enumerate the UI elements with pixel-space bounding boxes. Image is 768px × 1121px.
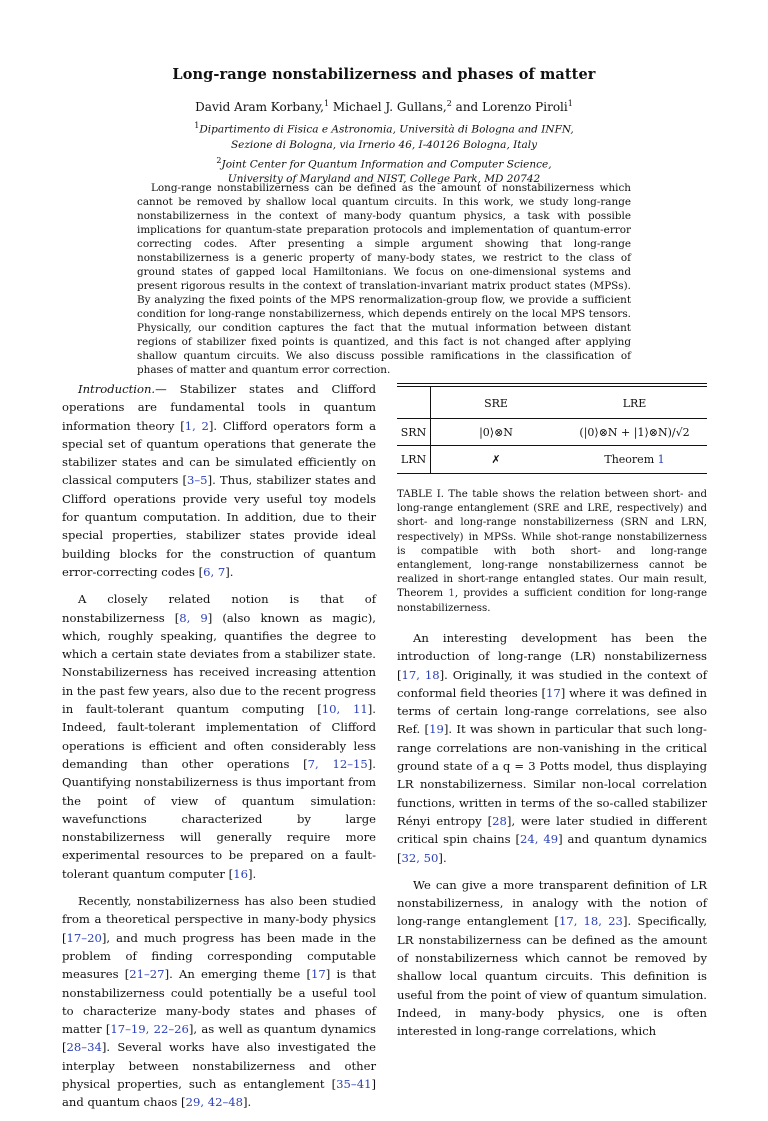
- affiliation-mark: 1: [567, 99, 573, 108]
- citation-link[interactable]: 8, 9: [179, 610, 208, 625]
- body-paragraph: An interesting development has been the introduction of long-range (LR) nonstabilizerness [17, 18]. Originally, it was studied in the context of conformal field theories [17] where it was defined in terms of certain long-range correlations, see also Ref. [19]. It was shown in particular that such long-range correlations are non-vanishing in the critical ground state of a q = 3 Potts model, thus displaying LR nonstabilizerness. Similar non-local correlation functions, written in terms of the so-called stabilizer Rényi entropy [28], were later studied in different critical spin chains [24, 49] and quantum dynamics [32, 50].: [397, 631, 707, 865]
- body-paragraph: We can give a more transparent definition of LR nonstabilizerness, in analogy with the notion of long-range entanglement [17, 18, 23]. Specifically, LR nonstabilizerness can be defined as the amount of nonstabilizerness which cannot be removed by shallow local quantum circuits. This definition is useful from the point of view of quantum simulation. Indeed, in many-body physics, one is often interested in long-range correlations, which: [397, 877, 708, 1039]
- table-header-lre: LRE: [622, 397, 647, 410]
- citation-link[interactable]: 3–5: [187, 473, 208, 488]
- citation-link[interactable]: 17: [546, 685, 561, 700]
- citation-link[interactable]: 32, 50: [401, 850, 439, 865]
- author-name: David Aram Korbany,: [195, 100, 324, 114]
- citation-link[interactable]: 17–19, 22–26: [110, 1022, 189, 1037]
- citation-link[interactable]: 24, 49: [519, 832, 559, 847]
- table-rule-header: [397, 418, 707, 419]
- body-paragraph: A closely related notion is that of nonstabilizerness [8, 9] (also known as magic), which, roughly speaking, quantifies the degree to which a certain state deviates from a stabilizer state. Nonstabilizerness has received increasing attention in the past few years, also due to the recent progress in fault-tolerant quantum computing [10, 11]. Indeed, fault-tolerant implementation of Clifford operations is efficient and often considerably less demanding than other operations [7, 12–15]. Quantifying nonstabilizerness is thus important from the point of view of quantum simulation: wavefunctions characterized by large nonstabilizerness will generally require more experimental resources to be prepared on a fault-tolerant quantum computer [16].: [62, 592, 377, 881]
- table-cell: Theorem 1: [604, 453, 665, 466]
- table-cell: (|0⟩⊗N + |1⟩⊗N)/√2: [579, 426, 690, 439]
- citation-link[interactable]: 16: [233, 866, 248, 881]
- author-name: Michael J. Gullans,: [332, 100, 447, 114]
- table-row-label: LRN: [400, 453, 427, 466]
- affiliation-mark: 2: [446, 99, 452, 108]
- table-header-sre: SRE: [484, 397, 508, 410]
- table-caption: TABLE I. The table shows the relation between short- and long-range entanglement (SRE and LRE, respectively) and short- and long-range nonstabilizerness (SRN and LRN, respectively) in MPSs. While shot-range nonstabilizerness is compatible with both short- and long-range entanglement, long-range nonstabilizerness cannot be realized in short-range entangled states. Our main result, Theorem 1, provides a sufficient condition for long-range nonstabilizerness.: [397, 489, 707, 614]
- author-list: [0, 99, 768, 114]
- section-label: Introduction.—: [78, 382, 167, 396]
- table-rule-mid: [397, 445, 707, 446]
- citation-link[interactable]: 17, 18: [401, 667, 440, 682]
- affiliation-mark: 1: [323, 99, 330, 108]
- citation-link[interactable]: 1, 2: [184, 418, 209, 433]
- body-paragraph: Recently, nonstabilizerness has also been studied from a theoretical perspective in many-body physics [17–20], and much progress has been made in the problem of finding corresponding computable measures [21–27]. An emerging theme [17] is that nonstabilizerness could potentially be a useful tool to characterize many-body states and phases of matter [17–19, 22–26], as well as quantum dynamics [28–34]. Several works have also investigated the interplay between nonstabilizerness and other physical properties, such as entanglement [35–41] and quantum chaos [29, 42–48].: [62, 894, 376, 1110]
- citation-link[interactable]: 28–34: [66, 1040, 102, 1055]
- citation-link[interactable]: 28: [492, 813, 507, 828]
- table-rule-top: [397, 383, 707, 384]
- table-cell: ✗: [491, 453, 501, 466]
- citation-link[interactable]: 17, 18, 23: [558, 914, 623, 929]
- affiliation-2-line1: $^2$Joint Center for Quantum Information and Computer Science,: [216, 155, 552, 170]
- citation-link[interactable]: 35–41: [336, 1076, 372, 1091]
- citation-link[interactable]: 6, 7: [203, 564, 226, 579]
- citation-link[interactable]: 29, 42–48: [185, 1095, 244, 1110]
- citation-link[interactable]: 21–27: [129, 967, 165, 982]
- table-row-label: SRN: [400, 426, 427, 439]
- paper-title: Long-range nonstabilizerness and phases of matter: [172, 66, 596, 83]
- table-rule-bottom: [397, 473, 707, 474]
- affiliations: [0, 118, 768, 187]
- citation-link[interactable]: 19: [429, 722, 444, 737]
- intro-paragraph: Introduction.— Stabilizer states and Clifford operations are fundamental tools in quantum information theory [1, 2]. Clifford operators form a special set of quantum operations that generate the stabilizer states and can be simulated efficiently on classical computers [3–5]. Thus, stabilizer states and Clifford operations provide very useful toy models for quantum computation. In addition, due to their special properties, stabilizer states provide ideal building blocks for the construction of quantum error-correcting codes [6, 7].: [62, 382, 376, 579]
- right-column: [397, 629, 707, 1050]
- theorem-link[interactable]: 1: [448, 588, 455, 600]
- left-column: [62, 380, 376, 1121]
- citation-link[interactable]: 17: [310, 967, 326, 982]
- affiliation-1-line2: Sezione di Bologna, via Irnerio 46, I-40126 Bologna, Italy: [230, 138, 538, 151]
- affiliation-1-line1: $^1$Dipartimento di Fisica e Astronomia, Università di Bologna and INFN,: [194, 121, 574, 136]
- theorem-link[interactable]: 1: [657, 453, 665, 466]
- abstract: Long-range nonstabilizerness can be defined as the amount of nonstabilizerness which cannot be removed by shallow local quantum circuits. In this work, we study long-range nonstabilizerness in the context of many-body quantum physics, a task with possible implications for quantum-state preparation protocols and implementation of quantum-error correcting codes. After presenting a simple argument showing that long-range nonstabilizerness is a generic property of many-body states, we restrict to the class of ground states of gapped local Hamiltonians. We focus on one-dimensional systems and present rigorous results in the context of translation-invariant matrix product states (MPSs). By analyzing the fixed points of the MPS renormalization-group flow, we provide a sufficient condition for long-range nonstabilizerness, which depends entirely on the local MPS tensors. Physically, our condition captures the fact that the mutual information between distant regions of stabilizer fixed points is quantized, and this fact is not changed after applying shallow quantum circuits. We also discuss possible ramifications in the classification of phases of matter and quantum error correction.: [137, 182, 631, 376]
- table-rule-top-2: [397, 386, 707, 387]
- table-cell: |0⟩⊗N: [479, 426, 513, 439]
- affiliation-2-line2: University of Maryland and NIST, College Park, MD 20742: [227, 173, 541, 185]
- citation-link[interactable]: 7, 12–15: [307, 756, 368, 771]
- citation-link[interactable]: 10, 11: [321, 702, 368, 717]
- author-name: and Lorenzo Piroli: [455, 100, 568, 114]
- citation-link[interactable]: 17–20: [66, 930, 102, 945]
